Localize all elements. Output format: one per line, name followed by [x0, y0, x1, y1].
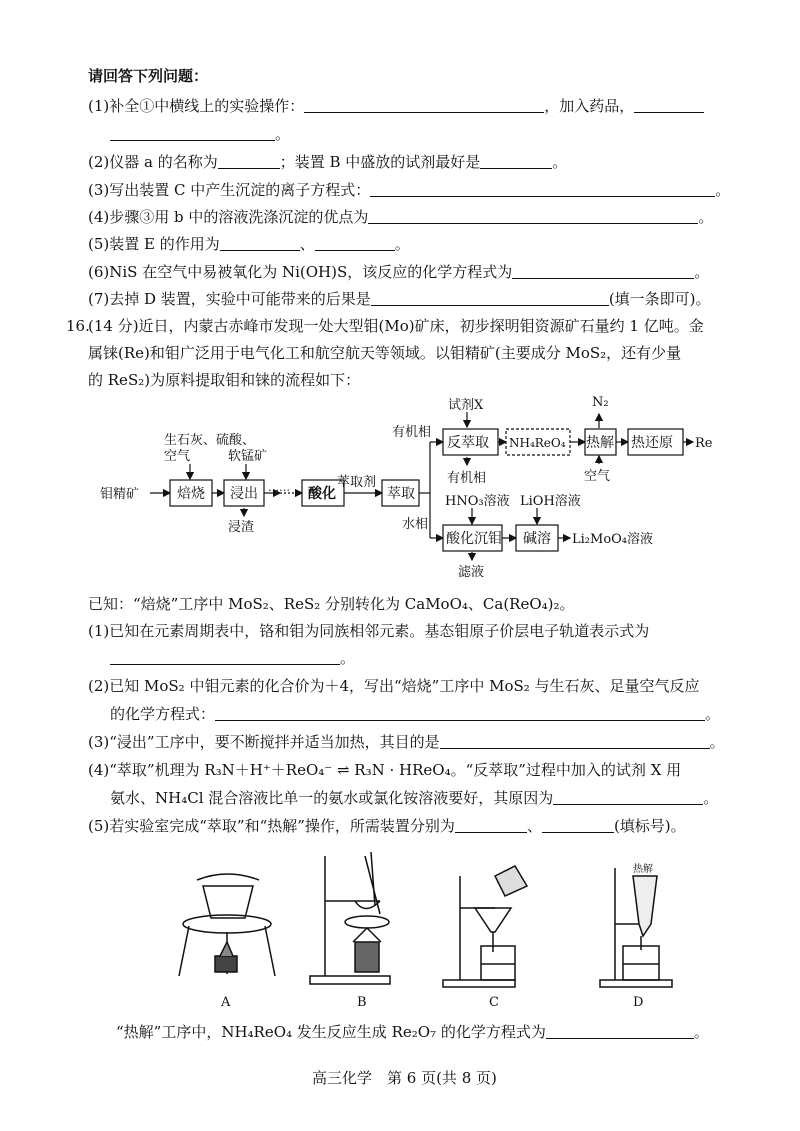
alkali-dissolve-label: 碱溶 — [523, 531, 551, 547]
apparatus-c — [443, 866, 527, 987]
answer-blank[interactable] — [110, 125, 275, 141]
answer-blank[interactable] — [440, 733, 710, 749]
sub-question-5: (5)若实验室完成“萃取”和“热解”操作，所需装置分别为 、 (填标号)。 — [88, 817, 686, 835]
question-16-line-3: 的 ReS₂)为原料提取钼和铼的流程如下： — [88, 371, 361, 389]
label-c: C — [489, 995, 499, 1010]
apparatus-d — [600, 868, 672, 987]
answer-blank[interactable] — [315, 235, 395, 251]
sub-question-4: (4)“萃取”机理为 R₃N＋H⁺＋ReO₄⁻ ⇌ R₃N · HReO₄。“反萃取”过程中加入的试剂 X 用 — [88, 761, 682, 779]
n2-label: N₂ — [592, 395, 609, 410]
sub-question-2-cont: 的化学方程式： 。 — [110, 705, 721, 723]
acid-precip-label: 酸化沉钼 — [446, 531, 502, 547]
molybdenum-concentrate-label: 钼精矿 — [100, 487, 140, 502]
label-d-overlay: 热解 — [633, 864, 653, 875]
answer-blank[interactable] — [512, 263, 694, 279]
sub-question-3: (3)“浸出”工序中，要不断搅拌并适当加热，其目的是 。 — [88, 733, 725, 751]
roast-inputs-label: 生石灰、硫酸、 — [164, 433, 256, 448]
intro-heading: 请回答下列问题： — [88, 67, 209, 85]
leaching-label: 浸出 — [230, 486, 258, 502]
ellipsis-label: …… — [268, 481, 290, 494]
aqueous-phase-label: 水相 — [402, 517, 429, 532]
pyrolusite-label: 软锰矿 — [228, 449, 268, 464]
question-4: (4)步骤③用 b 中的溶液洗涤沉淀的优点为 。 — [88, 208, 714, 226]
question-1-cont: 。 — [110, 124, 290, 144]
answer-blank[interactable] — [215, 705, 705, 721]
answer-blank[interactable] — [371, 290, 609, 306]
answer-blank[interactable] — [480, 153, 552, 169]
thermal-reduction-label: 热还原 — [631, 435, 673, 451]
air-input-label: 空气 — [164, 449, 191, 464]
question-3: (3)写出装置 C 中产生沉淀的离子方程式： 。 — [88, 181, 731, 199]
answer-blank[interactable] — [220, 235, 300, 251]
question-16-line-1: (14 分)近日，内蒙古赤峰市发现一处大型钼(Mo)矿床，初步探明钼资源矿石量约 1 亿吨。金 — [88, 317, 704, 335]
extraction-label: 萃取 — [387, 486, 415, 502]
question-6: (6)NiS 在空气中易被氧化为 Ni(OH)S，该反应的化学方程式为 。 — [88, 263, 710, 281]
apparatus-figure — [175, 846, 695, 1014]
sub-question-1: (1)已知在元素周期表中，铬和钼为同族相邻元素。基态钼原子价层电子轨道表示式为 — [88, 622, 650, 640]
re-product-label: Re — [695, 436, 713, 451]
sub-question-2: (2)已知 MoS₂ 中钼元素的化合价为＋4，写出“焙烧”工序中 MoS₂ 与生石灰、足量空气反应 — [88, 677, 700, 695]
question-5: (5)装置 E 的作用为 、 。 — [88, 235, 410, 253]
label-d: D — [633, 995, 644, 1010]
answer-blank[interactable] — [455, 817, 527, 833]
answer-blank[interactable] — [110, 649, 340, 665]
label-a: A — [221, 995, 231, 1010]
known-statement: 已知：“焙烧”工序中 MoS₂、ReS₂ 分别转化为 CaMoO₄、Ca(ReO₄)₂。 — [88, 595, 575, 613]
reagent-x-label: 试剂X — [448, 398, 484, 413]
apparatus-b — [310, 852, 390, 984]
li2moo4-label: Li₂MoO₄溶液 — [572, 532, 654, 547]
sub-question-1-cont: 。 — [110, 648, 355, 668]
apparatus-a — [179, 874, 275, 976]
answer-blank[interactable] — [370, 181, 715, 197]
air-label: 空气 — [584, 469, 611, 484]
answer-blank[interactable] — [304, 97, 544, 113]
organic-phase-2-label: 有机相 — [447, 471, 487, 486]
question-16-number: 16. — [66, 317, 90, 335]
answer-blank[interactable] — [368, 208, 698, 224]
page-footer: 高三化学 第 6 页(共 8 页) — [312, 1069, 497, 1087]
answer-blank[interactable] — [542, 817, 614, 833]
filtrate-label: 滤液 — [458, 565, 485, 580]
leach-residue-label: 浸渣 — [228, 520, 255, 535]
answer-blank[interactable] — [218, 153, 280, 169]
organic-phase-label: 有机相 — [392, 425, 432, 440]
question-2: (2)仪器 a 的名称为 ；装置 B 中盛放的试剂最好是 。 — [88, 153, 568, 171]
back-extraction-label: 反萃取 — [447, 435, 489, 451]
final-question: “热解”工序中，NH₄ReO₄ 发生反应生成 Re₂O₇ 的化学方程式为 。 — [116, 1023, 709, 1041]
sub-question-4-cont: 氨水、NH₄Cl 混合溶液比单一的氨水或氯化铵溶液要好，其原因为 。 — [110, 789, 719, 807]
answer-blank[interactable] — [546, 1023, 694, 1039]
question-1: (1)补全①中横线上的实验操作： ，加入药品， — [88, 96, 704, 116]
lioh-label: LiOH溶液 — [520, 494, 581, 509]
answer-blank[interactable] — [553, 789, 703, 805]
label-b: B — [357, 995, 367, 1010]
answer-blank[interactable] — [634, 97, 704, 113]
question-7: (7)去掉 D 装置，实验中可能带来的后果是 (填一条即可)。 — [88, 290, 711, 308]
nh4reo4-label: NH₄ReO₄ — [509, 436, 566, 450]
hno3-label: HNO₃溶液 — [445, 494, 510, 509]
question-16-line-2: 属铼(Re)和钼广泛用于电气化工和航空航天等领域。以钼精矿(主要成分 MoS₂，还有少量 — [88, 344, 682, 362]
pyrolysis-label: 热解 — [586, 435, 614, 451]
process-flow-diagram — [100, 392, 720, 584]
extractant-label: 萃取剂 — [337, 475, 377, 490]
roasting-label: 焙烧 — [177, 486, 205, 502]
acidify-label: 酸化 — [308, 486, 336, 502]
